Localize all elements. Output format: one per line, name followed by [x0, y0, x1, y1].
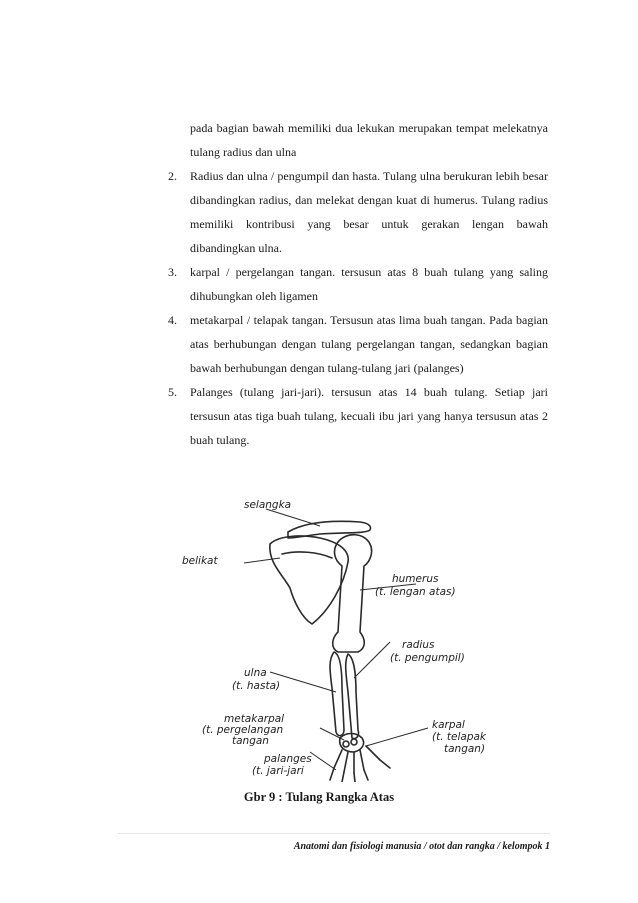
label-ulna-sub: (t. hasta)	[232, 680, 281, 692]
list-item	[168, 164, 548, 260]
body-text	[168, 116, 548, 452]
ulna-bone	[330, 652, 344, 736]
leader-line	[366, 728, 428, 746]
label-humerus: humerus	[392, 573, 439, 585]
footer-divider	[118, 833, 550, 834]
list-number: 4.	[168, 313, 177, 327]
list-item	[168, 308, 548, 380]
phalanx-bones	[330, 760, 390, 782]
label-palanges: palanges	[264, 753, 312, 765]
label-metakarpal: metakarpal	[224, 713, 285, 725]
list-text: metakarpal / telapak tangan. Tersusun atas lima buah tangan. Pada bagian atas berhubungan dengan tulang pergelangan tangan, sedangkan bagian bawah berhubungan dengan tulang-tulang jari (palanges)	[190, 313, 548, 375]
label-selangka: selangka	[244, 499, 292, 511]
label-radius-sub: (t. pengumpil)	[390, 652, 465, 664]
list-item	[168, 260, 548, 308]
list-number: 3.	[168, 265, 177, 279]
label-palanges-sub: (t. jari-jari	[252, 765, 304, 777]
list-text: Radius dan ulna / pengumpil dan hasta. Tulang ulna berukuran lebih besar dibandingkan radius, dan melekat dengan kuat di humerus. Tulang radius memiliki kontribusi yang besar untuk gerakan lengan bawah dibandingkan ulna.	[190, 169, 548, 255]
label-ulna: ulna	[244, 667, 267, 679]
figure-caption: Gbr 9 : Tulang Rangka Atas	[243, 790, 395, 804]
arm-skeleton-figure	[170, 492, 530, 782]
leader-line	[354, 642, 390, 678]
label-metakarpal-sub2: tangan	[232, 735, 269, 747]
humerus-bone	[333, 535, 372, 652]
label-humerus-sub: (t. lengan atas)	[375, 586, 456, 598]
leader-line	[320, 728, 344, 740]
leader-line	[266, 509, 320, 526]
leader-line	[310, 752, 336, 770]
list-text: karpal / pergelangan tangan. tersusun atas 8 buah tulang yang saling dihubungkan oleh ligamen	[190, 265, 548, 303]
label-karpal: karpal	[432, 719, 465, 731]
leader-line	[244, 558, 280, 563]
metacarpal-bones	[334, 746, 380, 773]
label-karpal-sub1: (t. telapak	[432, 731, 486, 743]
label-belikat: belikat	[182, 555, 218, 567]
continued-paragraph: pada bagian bawah memiliki dua lekukan merupakan tempat melekatnya tulang radius dan ulna	[190, 121, 548, 159]
list-item	[168, 380, 548, 452]
page-footer: Anatomi dan fisiologi manusia / otot dan rangka / kelompok 1	[293, 841, 550, 852]
label-karpal-sub2: tangan)	[444, 743, 486, 755]
list-number: 2.	[168, 169, 177, 183]
scapula-bone	[270, 536, 348, 624]
label-radius: radius	[402, 639, 435, 651]
label-metakarpal-sub1: (t. pergelangan	[202, 724, 284, 736]
list-text: Palanges (tulang jari-jari). tersusun atas 14 buah tulang. Setiap jari tersusun atas tiga buah tulang, kecuali ibu jari yang hanya tersusun atas 2 buah tulang.	[190, 385, 548, 447]
list-number: 5.	[168, 385, 177, 399]
radius-bone	[346, 654, 359, 739]
